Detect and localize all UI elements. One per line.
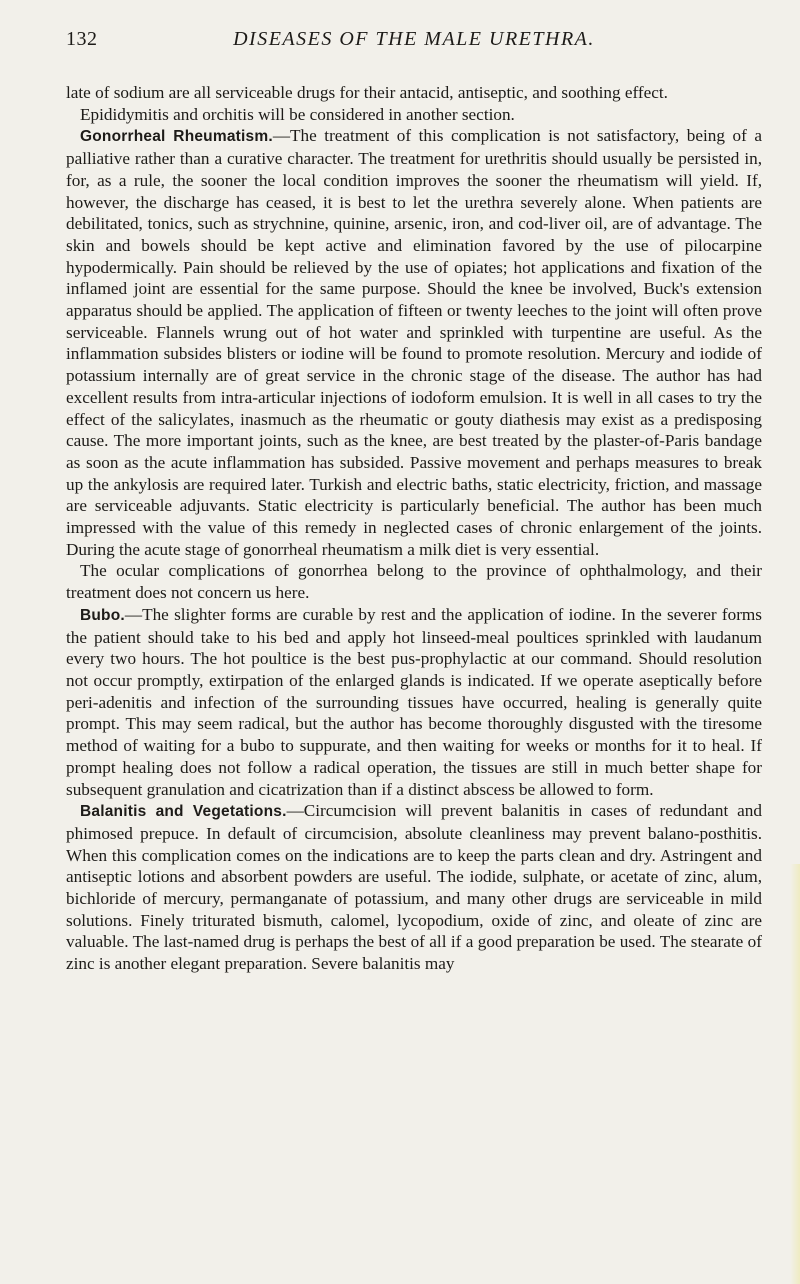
section-heading: Bubo. <box>80 606 125 624</box>
paragraph-text: —The treatment of this complication is not satisfactory, being of a palliative rather than a curative character. The treatment for urethritis should usually be persisted in, for, as a rule, the sooner the local condition improves the sooner the rheumatism will yield. If, however, the discharge has ceased, it is best to let the urethra severely alone. When patients are debilitated, tonics, such as strychnine, quinine, arsenic, iron, and cod-liver oil, are of advantage. The skin and bowels should be kept active and elimination favored by the use of pilocarpine hypodermically. Pain should be relieved by the use of opiates; hot applications and fixation of the inflamed joint are essential for the same purpose. Should the knee be involved, Buck's extension apparatus should be applied. The application of fifteen or twenty leeches to the joint will often prove serviceable. Flannels wrung out of hot water and sprinkled with turpentine are useful. As the inflammation subsides blisters or iodine will be found to promote resolution. Mercury and iodide of potassium internally are of great service in the chronic stage of the disease. The author has had excellent results from intra-articular injections of iodoform emulsion. It is well in all cases to try the effect of the salicylates, inasmuch as the rheumatic or gouty diathesis may exist as a predisposing cause. The more important joints, such as the knee, are best treated by the plaster-of-Paris bandage as soon as the acute inflammation has subsided. Passive movement and perhaps measures to break up the ankylosis are required later. Turkish and electric baths, static electricity, friction, and massage are serviceable adjuvants. Static electricity is particularly beneficial. The author has been much impressed with the value of this remedy in neglected cases of chronic enlargement of the joints. During the acute stage of gonorrheal rheumatism a milk diet is very essential. <box>66 126 763 559</box>
paragraph-text: Epididymitis and orchitis will be considered in another section. <box>80 104 515 124</box>
paragraph-ocular <box>66 560 762 603</box>
paragraph-epididymitis <box>66 104 762 126</box>
paragraph-text: —Circumcision will prevent balanitis in cases of redundant and phimosed prepuce. In default of circumcision, absolute cleanliness may prevent balano-posthitis. When this complication comes on the indications are to keep the parts clean and dry. Astringent and antiseptic lotions and absorbent powders are useful. The iodide, sulphate, or acetate of zinc, alum, bichloride of mercury, permanganate of potassium, and many other drugs are serviceable in mild solutions. Finely triturated bismuth, calomel, lycopodium, oxide of zinc, and oleate of zinc are valuable. The last-named drug is perhaps the best of all if a good preparation be used. The stearate of zinc is another elegant preparation. Severe balanitis may <box>66 801 762 974</box>
page-number: 132 <box>66 28 98 50</box>
page-edge-discoloration <box>790 864 800 1284</box>
page-header <box>66 28 762 56</box>
book-page <box>66 28 762 1258</box>
paragraph-text: late of sodium are all serviceable drugs for their antacid, antiseptic, and soothing effect. <box>66 83 668 102</box>
section-heading: Gonorrheal Rheumatism. <box>80 128 273 146</box>
body-text <box>66 82 762 975</box>
paragraph-gonorrheal-rheumatism <box>66 125 762 560</box>
paragraph-balanitis <box>66 800 762 975</box>
paragraph-continuation <box>66 82 762 104</box>
running-title: DISEASES OF THE MALE URETHRA. <box>233 28 595 50</box>
paragraph-bubo <box>66 604 762 800</box>
paragraph-text: The ocular complications of gonorrhea belong to the province of ophthalmology, and their treatment does not concern us here. <box>66 561 762 603</box>
paragraph-text: —The slighter forms are curable by rest and the application of iodine. In the severer forms the patient should take to his bed and apply hot linseed-meal poultices sprinkled with laudanum every two hours. The hot poultice is the best pus-prophylactic at our command. Should resolution not occur promptly, extirpation of the enlarged glands is indicated. If we operate aseptically before peri-adenitis and infection of the surrounding tissues have occurred, healing is generally quite prompt. This may seem radical, but the author has become thoroughly disgusted with the tiresome method of waiting for a bubo to suppurate, and then waiting for weeks or months for it to heal. If prompt healing does not follow a radical operation, the tissues are still in much better shape for subsequent granulation and cicatrization than if a distinct abscess be allowed to form. <box>66 604 762 799</box>
section-heading: Balanitis and Vegetations. <box>80 803 287 821</box>
